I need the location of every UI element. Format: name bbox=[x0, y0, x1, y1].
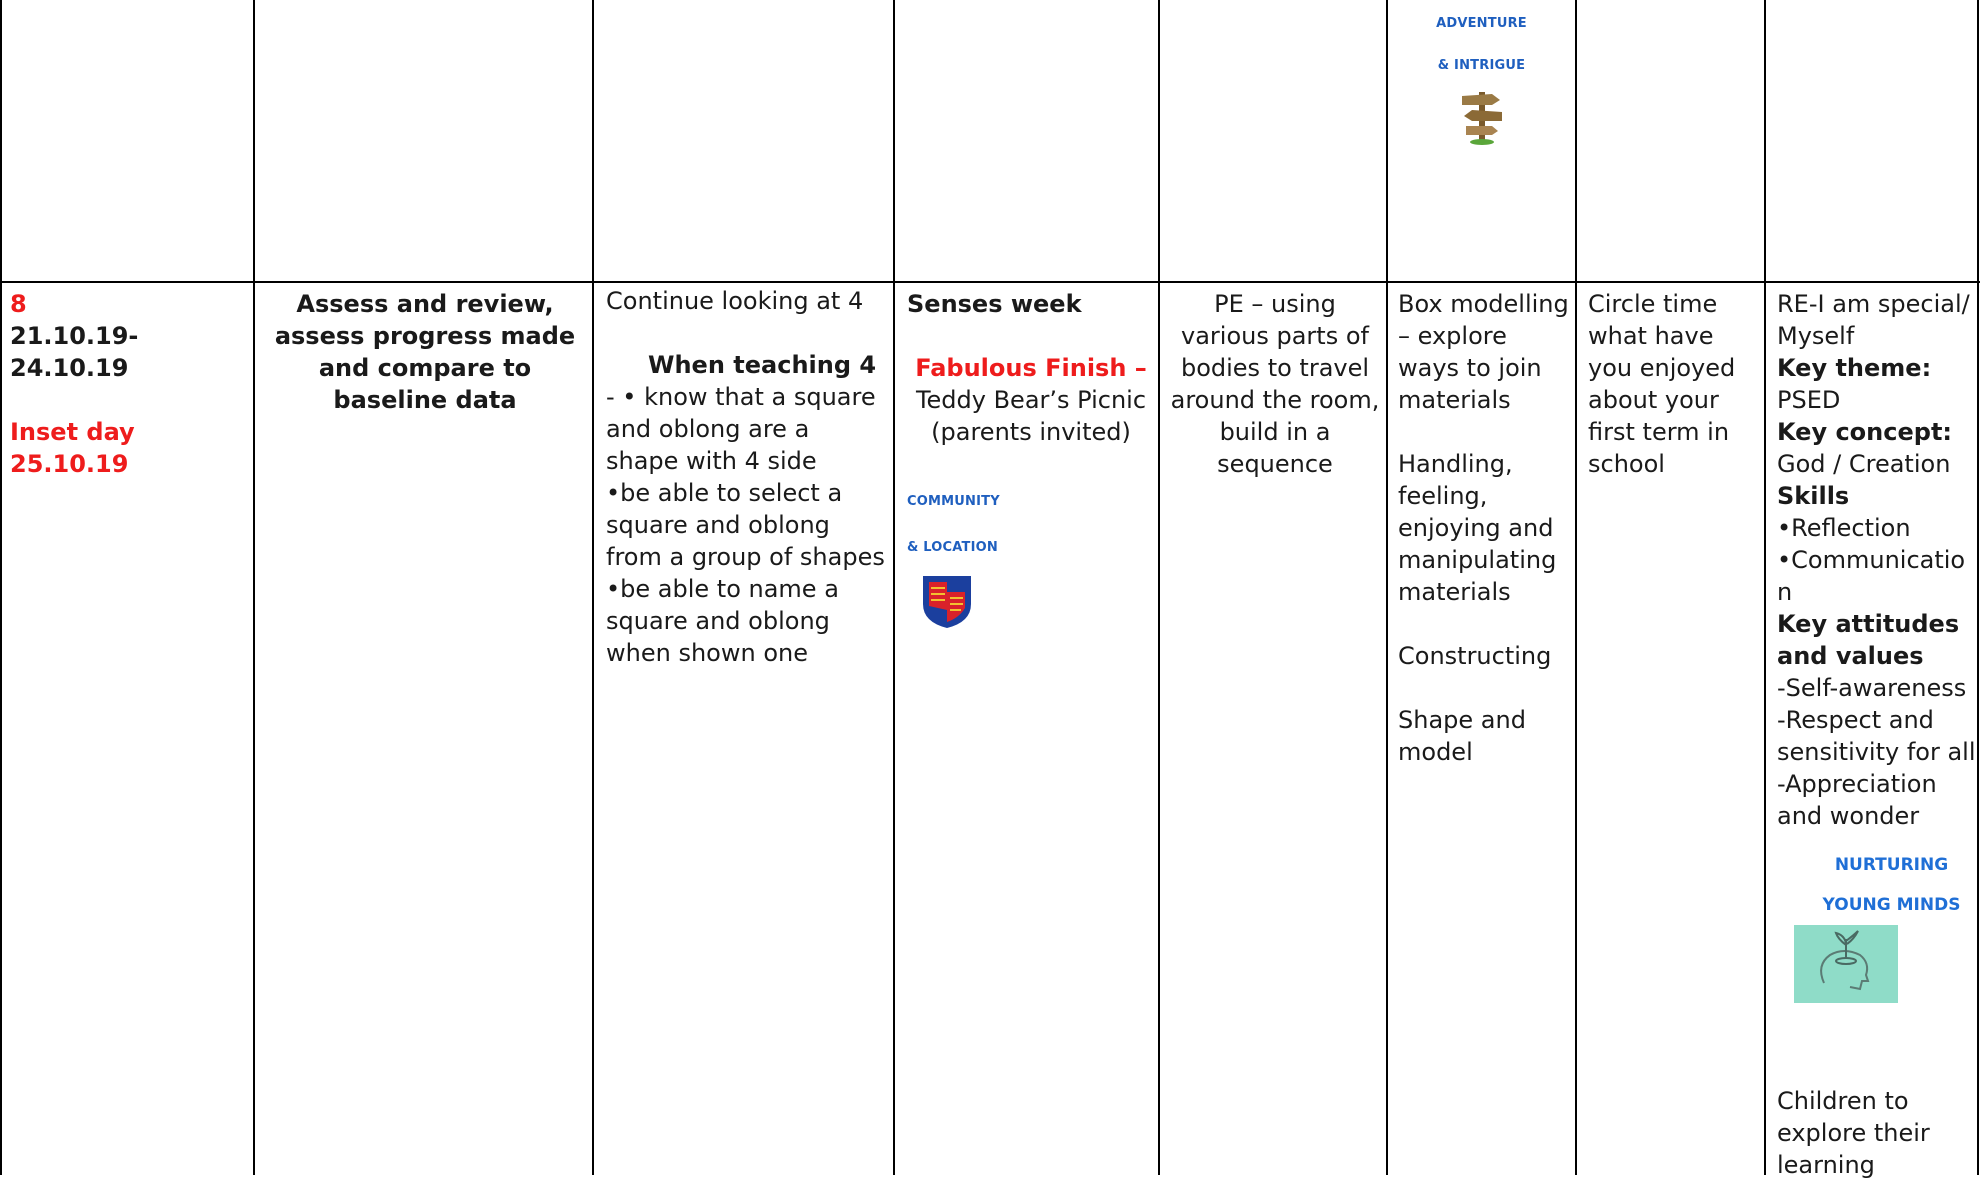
topic-cell bbox=[907, 288, 1155, 638]
pe-text: PE – using various parts of bodies to travel around the room, build in a sequence bbox=[1170, 290, 1380, 478]
maths-bullet-2: •be able to select a square and oblong from a group of shapes bbox=[606, 479, 885, 571]
column-divider bbox=[1158, 0, 1160, 1175]
nurturing-badge bbox=[1780, 855, 1975, 1003]
column-divider bbox=[893, 0, 895, 1175]
inset-day-date: 25.10.19 bbox=[10, 450, 129, 478]
art-text-1: Box modelling – explore ways to join materials bbox=[1398, 290, 1569, 414]
re-closing bbox=[1777, 1085, 1972, 1181]
column-divider bbox=[1764, 0, 1766, 1175]
maths-bullet-1 bbox=[606, 381, 888, 477]
row-divider bbox=[0, 281, 1980, 283]
key-concept-value: God / Creation bbox=[1777, 450, 1951, 478]
key-theme-value: PSED bbox=[1777, 386, 1841, 414]
maths-bullet-text: know that a square and oblong are a shape with 4 side bbox=[606, 383, 876, 475]
closing-text: Children to explore their learning bbox=[1777, 1087, 1930, 1179]
column-divider bbox=[1575, 0, 1577, 1175]
signpost-icon bbox=[1452, 86, 1512, 146]
fabulous-finish-label: Fabulous Finish – bbox=[915, 354, 1147, 382]
badge-line: NURTURING bbox=[1834, 855, 1949, 875]
skill-item: •Reflection bbox=[1777, 514, 1911, 542]
column-divider bbox=[253, 0, 255, 1175]
attitudes-label: Key attitudes and values bbox=[1777, 610, 1960, 670]
key-concept-label: Key concept: bbox=[1777, 418, 1953, 446]
week-dates: 21.10.19- 24.10.19 bbox=[10, 322, 139, 382]
skills-label: Skills bbox=[1777, 482, 1850, 510]
week-number: 8 bbox=[10, 290, 27, 318]
art-text-3: Constructing bbox=[1398, 642, 1552, 670]
re-cell bbox=[1777, 288, 1977, 832]
art-cell bbox=[1398, 288, 1570, 768]
column-divider bbox=[1386, 0, 1388, 1175]
table-border bbox=[1977, 0, 1979, 1175]
maths-intro: Continue looking at 4 bbox=[606, 287, 864, 315]
assessment-text: Assess and review, assess progress made and compare to baseline data bbox=[274, 290, 576, 414]
attitude-item: -Respect and sensitivity for all bbox=[1777, 706, 1976, 766]
maths-heading: When teaching 4 bbox=[648, 351, 877, 379]
topic-heading: Senses week bbox=[907, 290, 1082, 318]
key-theme-label: Key theme: bbox=[1777, 354, 1932, 382]
circle-time-cell bbox=[1588, 288, 1758, 480]
badge-line: & LOCATION bbox=[907, 540, 998, 555]
head-plant-icon bbox=[1794, 925, 1898, 1003]
re-text: RE-I am special/ Myself bbox=[1777, 290, 1970, 350]
skill-item: •Communicatio bbox=[1777, 546, 1966, 574]
crest-icon bbox=[919, 570, 975, 630]
skill-item-wrap: n bbox=[1777, 578, 1793, 606]
maths-bullet-3: •be able to name a square and oblong when shown one bbox=[606, 575, 839, 667]
badge-line: ADVENTURE bbox=[1436, 16, 1527, 31]
community-badge bbox=[907, 486, 1027, 638]
attitude-item: -Self-awareness bbox=[1777, 674, 1967, 702]
circle-time-text: Circle time what have you enjoyed about your first term in school bbox=[1588, 290, 1736, 478]
column-divider bbox=[592, 0, 594, 1175]
art-text-4: Shape and model bbox=[1398, 706, 1526, 766]
fabulous-finish-text: Teddy Bear’s Picnic (parents invited) bbox=[915, 386, 1147, 446]
adventure-badge bbox=[1390, 8, 1573, 154]
pe-cell bbox=[1168, 288, 1382, 480]
assessment-cell bbox=[262, 288, 588, 416]
week-cell bbox=[10, 288, 248, 480]
badge-line: & INTRIGUE bbox=[1437, 58, 1526, 73]
art-text-2: Handling, feeling, enjoying and manipulating materials bbox=[1398, 450, 1557, 606]
inset-day-label: Inset day bbox=[10, 418, 135, 446]
badge-line: YOUNG MINDS bbox=[1822, 895, 1961, 915]
maths-cell bbox=[606, 285, 888, 669]
badge-line: COMMUNITY bbox=[907, 494, 1000, 509]
bullet-marker: - • bbox=[606, 383, 637, 411]
table-border bbox=[0, 0, 2, 1175]
attitude-item: -Appreciation and wonder bbox=[1777, 770, 1937, 830]
